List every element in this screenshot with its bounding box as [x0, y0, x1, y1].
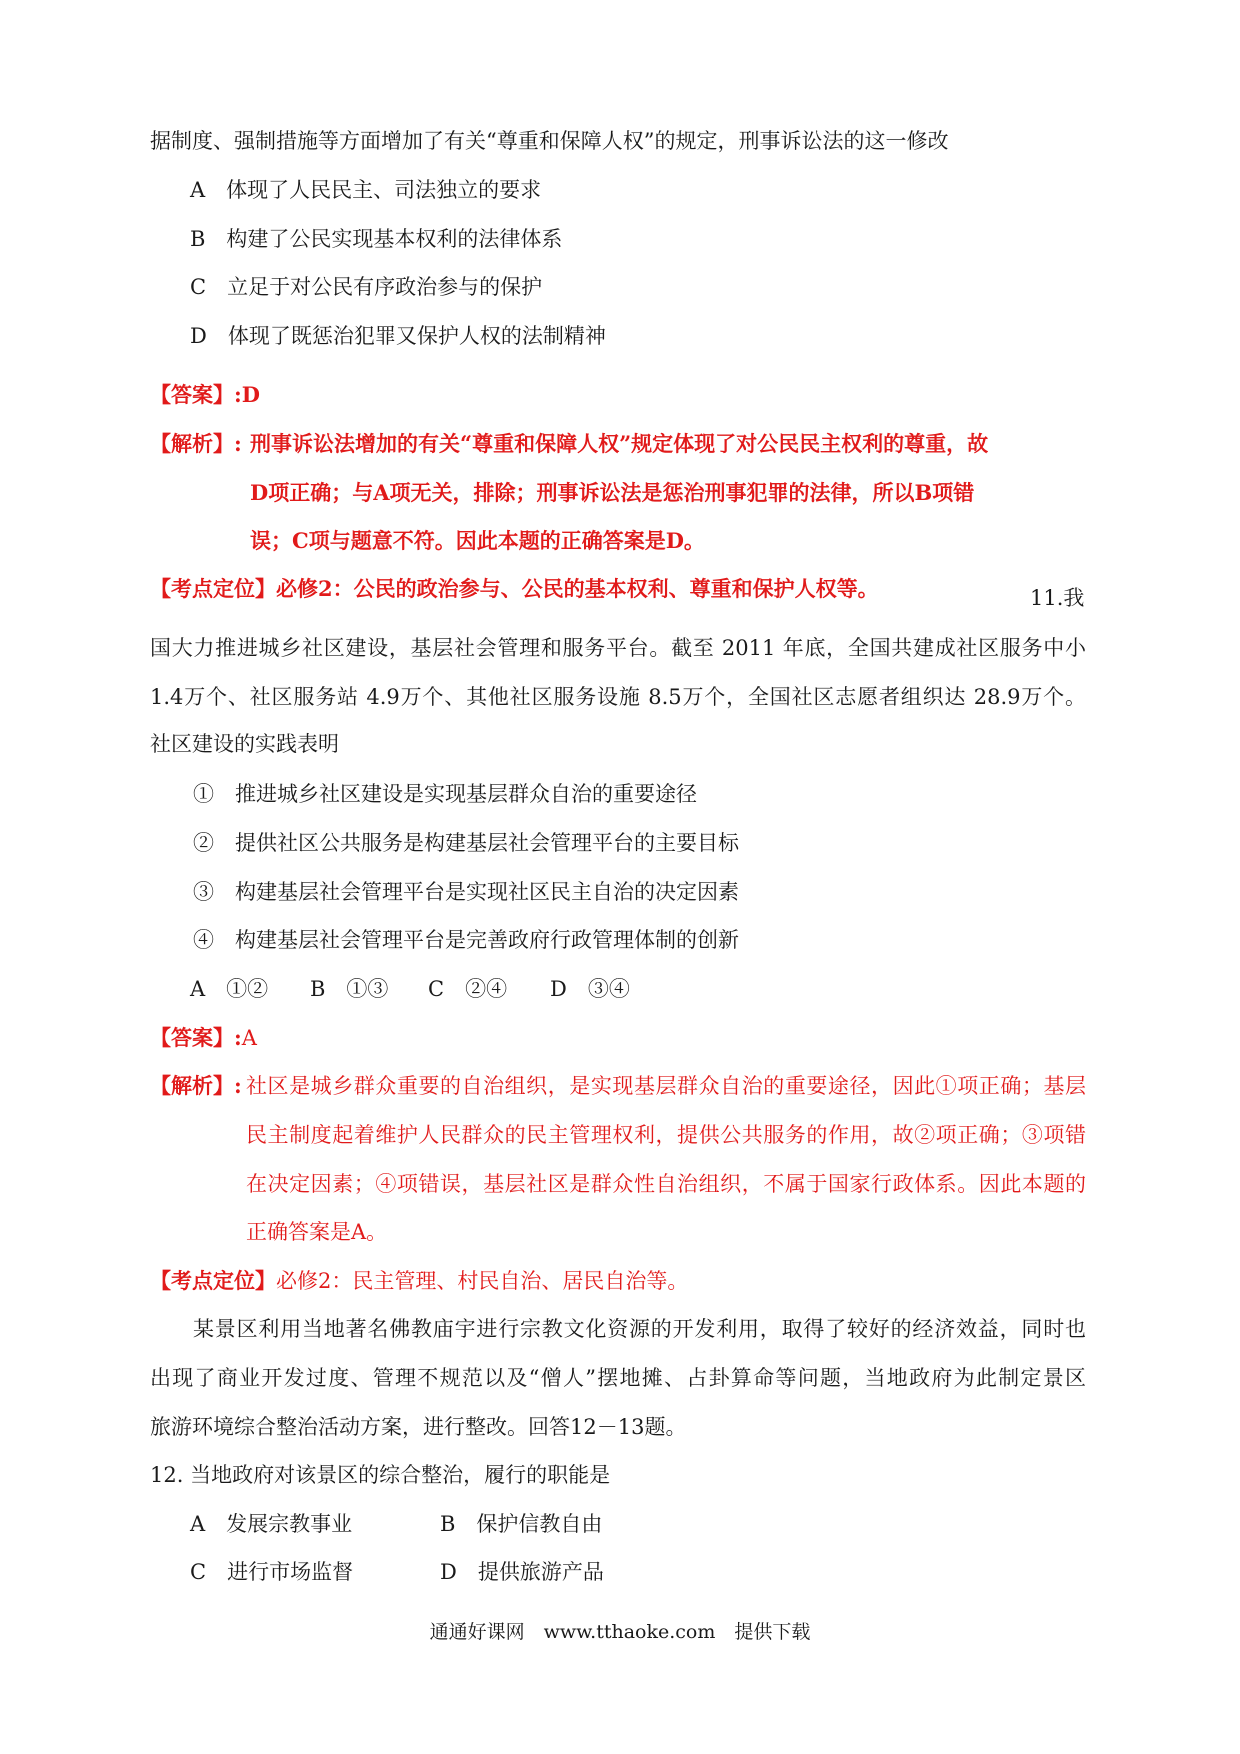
point-label: 【考点定位】 — [150, 576, 276, 601]
q12-stem: 12. 当地政府对该景区的综合整治，履行的职能是 — [150, 1463, 611, 1487]
q11-analysis-line-1: 社区是城乡群众重要的自治组织，是实现基层群众自治的重要途径，因此①项正确；基层 — [246, 1074, 1086, 1098]
answer-label: 【答案】: — [150, 1025, 242, 1050]
q11-choice-d: D ③④ — [550, 977, 630, 1001]
point-label: 【考点定位】 — [150, 1268, 276, 1293]
passage-line-3: 旅游环境综合整治活动方案，进行整改。回答12－13题。 — [150, 1415, 687, 1439]
q11-stem-line-2: 1.4万个、社区服务站 4.9万个、其他社区服务设施 8.5万个，全国社区志愿者组织达 28.9万个。 — [150, 685, 1086, 709]
q11-statement-1: ① 推进城乡社区建设是实现基层群众自治的重要途径 — [193, 782, 697, 806]
q11-analysis-label: 【解析】: — [150, 1073, 242, 1098]
q11-point — [150, 1267, 688, 1295]
q10-option-c: C 立足于对公民有序政治参与的保护 — [190, 275, 543, 299]
q10-stem-tail: 据制度、强制措施等方面增加了有关“尊重和保障人权”的规定，刑事诉讼法的这一修改 — [150, 129, 949, 153]
q12-option-d: D 提供旅游产品 — [440, 1560, 604, 1584]
q11-choice-c: C ②④ — [428, 977, 508, 1001]
q11-stem-line-3: 社区建设的实践表明 — [150, 732, 339, 756]
q10-analysis-line-1: 刑事诉讼法增加的有关“尊重和保障人权”规定体现了对公民民主权利的尊重，故 — [250, 431, 989, 456]
q10-option-a: A 体现了人民民主、司法独立的要求 — [190, 178, 542, 202]
q10-answer — [150, 381, 260, 409]
q11-stem-line-1: 国大力推进城乡社区建设，基层社会管理和服务平台。截至 2011 年底，全国共建成社区服务中小 — [150, 636, 1086, 660]
q11-statement-4: ④ 构建基层社会管理平台是完善政府行政管理体制的创新 — [193, 928, 739, 952]
q10-analysis-label: 【解析】: — [150, 431, 242, 456]
q11-answer — [150, 1024, 257, 1052]
q11-analysis-line-4: 正确答案是A。 — [246, 1220, 388, 1244]
answer-value: D — [241, 382, 260, 407]
answer-label: 【答案】: — [150, 382, 242, 407]
q12-option-c: C 进行市场监督 — [190, 1560, 354, 1584]
q11-choice-b: B ①③ — [310, 977, 389, 1001]
q10-analysis-line-3: 误；C项与题意不符。因此本题的正确答案是D。 — [250, 528, 705, 553]
q12-option-b: B 保护信教自由 — [440, 1512, 603, 1536]
q10-option-d: D 体现了既惩治犯罪又保护人权的法制精神 — [190, 324, 606, 348]
q12-option-a: A 发展宗教事业 — [190, 1512, 353, 1536]
q10-analysis-line-2: D项正确；与A项无关，排除；刑事诉讼法是惩治刑事犯罪的法律，所以B项错 — [250, 480, 975, 505]
q11-statement-2: ② 提供社区公共服务是构建基层社会管理平台的主要目标 — [193, 831, 739, 855]
answer-value: A — [241, 1026, 257, 1050]
q11-analysis-line-3: 在决定因素；④项错误，基层社区是群众性自治组织，不属于国家行政体系。因此本题的 — [246, 1172, 1086, 1196]
point-text: 必修2：公民的政治参与、公民的基本权利、尊重和保护人权等。 — [276, 576, 879, 601]
q11-choice-a: A ①② — [190, 977, 269, 1001]
q11-number-start: 11.我 — [1030, 586, 1085, 610]
passage-line-1: 某景区利用当地著名佛教庙宇进行宗教文化资源的开发利用，取得了较好的经济效益，同时也 — [193, 1317, 1086, 1341]
page-footer: 通通好课网 www.tthaoke.com 提供下载 — [429, 1621, 811, 1643]
point-text: 必修2：民主管理、村民自治、居民自治等。 — [276, 1269, 689, 1293]
passage-line-2: 出现了商业开发过度、管理不规范以及“僧人”摆地摊、占卦算命等问题，当地政府为此制定景区 — [150, 1366, 1086, 1390]
q11-analysis-line-2: 民主制度起着维护人民群众的民主管理权利，提供公共服务的作用，故②项正确；③项错 — [246, 1123, 1086, 1147]
q10-option-b: B 构建了公民实现基本权利的法律体系 — [190, 227, 563, 251]
q10-point — [150, 575, 879, 603]
q11-statement-3: ③ 构建基层社会管理平台是实现社区民主自治的决定因素 — [193, 880, 739, 904]
